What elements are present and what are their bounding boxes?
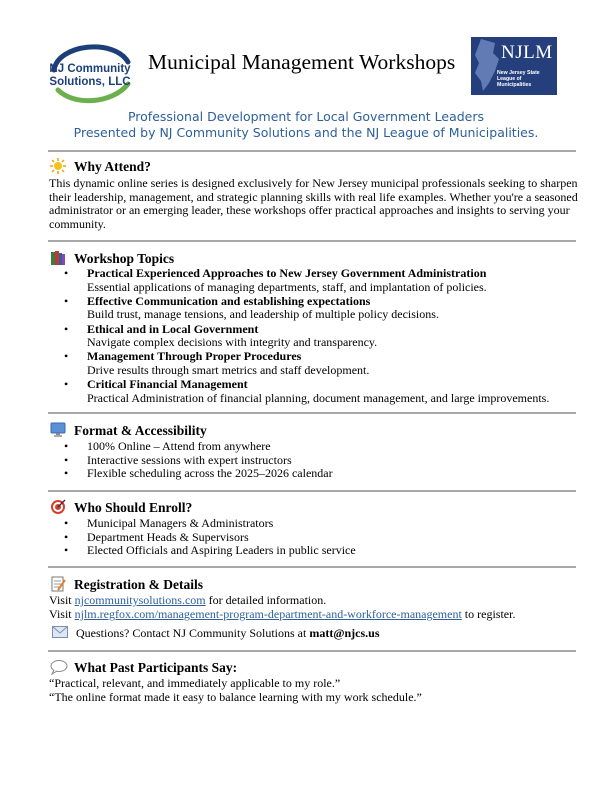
books-icon — [50, 250, 66, 266]
topic-desc: Build trust, manage tensions, and leadership of multiple policy decisions. — [87, 307, 439, 322]
list-item: • Department Heads & Supervisors — [62, 531, 582, 545]
speech-bubble-icon — [50, 659, 66, 675]
monitor-icon — [50, 422, 66, 438]
logo-line2: Solutions, LLC — [49, 76, 131, 88]
format-heading — [50, 422, 207, 440]
topic-title: • Critical Financial Management — [87, 377, 248, 392]
topic-title: • Effective Communication and establishing expectations — [87, 293, 371, 308]
contact-line — [52, 626, 380, 640]
testimonial-quote: “The online format made it easy to balance learning with my work schedule.” — [49, 690, 422, 704]
regfox-register-link[interactable]: njlm.regfox.com/management-program-department-and-workforce-management — [74, 607, 462, 621]
testimonials-heading — [50, 659, 237, 677]
info-prefix: Visit — [49, 593, 75, 607]
topic-title: • Management Through Proper Procedures — [87, 349, 302, 364]
format-title: Format & Accessibility — [74, 423, 207, 438]
register-suffix: to register. — [461, 607, 516, 621]
list-item: • Municipal Managers & Administrators — [62, 517, 582, 531]
divider — [48, 240, 576, 242]
list-item: • Interactive sessions with expert instructors — [62, 454, 582, 468]
info-line — [49, 593, 326, 607]
nj-community-solutions-logo — [48, 40, 132, 104]
njlm-wordmark: NJLM — [501, 42, 553, 63]
enroll-list — [62, 517, 582, 558]
divider — [48, 490, 576, 492]
enroll-heading — [50, 499, 192, 517]
register-line — [49, 607, 515, 621]
njcs-website-link[interactable]: njcommunitysolutions.com — [74, 593, 206, 607]
divider — [48, 650, 576, 652]
testimonial-quote: “Practical, relevant, and immediately applicable to my role.” — [49, 676, 341, 690]
target-icon — [50, 499, 66, 515]
contact-text: Questions? Contact NJ Community Solutions at — [76, 626, 310, 640]
contact-email[interactable]: matt@njcs.us — [309, 626, 380, 640]
memo-icon — [50, 576, 66, 592]
divider — [48, 150, 576, 152]
logo-line1: NJ Community — [49, 63, 131, 75]
divider — [48, 412, 576, 414]
subtitle: Professional Development for Local Government Leaders — [127, 109, 485, 124]
info-suffix: for detailed information. — [205, 593, 327, 607]
page-title: Municipal Management Workshops — [148, 50, 456, 74]
topic-desc: Drive results through smart metrics and staff development. — [87, 362, 370, 377]
list-item — [62, 323, 582, 350]
njlm-logo — [471, 37, 557, 95]
workshop-topics-title: Workshop Topics — [74, 251, 175, 266]
list-item — [62, 350, 582, 377]
topic-desc: Practical Administration of financial planning, document management, and large improvements. — [87, 390, 550, 405]
topic-title: • Practical Experienced Approaches to New Jersey Government Administration — [87, 266, 487, 280]
format-list — [62, 440, 582, 481]
registration-heading — [50, 576, 203, 594]
list-item: • Elected Officials and Aspiring Leaders in public service — [62, 544, 582, 558]
why-attend-title: Why Attend? — [74, 159, 151, 174]
list-item: • Flexible scheduling across the 2025–2026 calendar — [62, 467, 582, 481]
why-attend-text: This dynamic online series is designed exclusively for New Jersey municipal professionals seeking to sharpen their leadership, management, and strategic planning skills with real life examples. Whether you're a seasoned administrator or an emerging leader, these workshops offer practical approaches and insights to serving your community. — [49, 176, 578, 231]
topic-desc: Navigate complex decisions with integrity and transparency. — [87, 335, 378, 350]
topic-title: • Ethical and in Local Government — [87, 321, 259, 336]
enroll-title: Who Should Enroll? — [74, 500, 193, 515]
presenter-line: Presented by NJ Community Solutions and the NJ League of Municipalities. — [73, 125, 539, 140]
list-item: • 100% Online – Attend from anywhere — [62, 440, 582, 454]
registration-title: Registration & Details — [74, 577, 203, 592]
njlm-subtext: New Jersey State League of Municipalities — [497, 70, 540, 88]
register-prefix: Visit — [49, 607, 75, 621]
topics-list — [62, 267, 582, 406]
why-attend-heading — [50, 158, 151, 176]
topic-desc: Essential applications of managing departments, staff, and implantation of policies. — [87, 279, 487, 294]
list-item — [62, 267, 582, 294]
divider — [48, 566, 576, 568]
sun-icon — [50, 158, 66, 174]
list-item — [62, 295, 582, 322]
testimonials-title: What Past Participants Say: — [74, 660, 238, 675]
envelope-icon — [52, 626, 68, 638]
list-item — [62, 378, 582, 405]
